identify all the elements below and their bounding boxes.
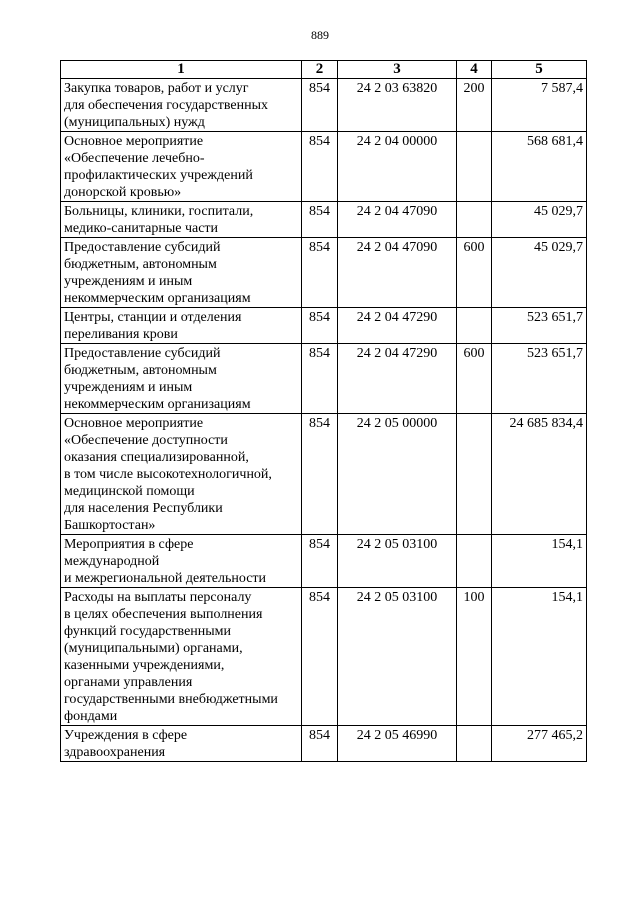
target-article-cell: 24 2 04 47290 (338, 308, 457, 344)
row-name-line: учреждениям и иным (64, 380, 193, 395)
target-article-cell: 24 2 05 00000 (338, 414, 457, 535)
row-name-line: оказания специализированной, (64, 450, 249, 465)
expense-kind-cell: 600 (457, 344, 492, 414)
amount-cell: 154,1 (492, 588, 587, 726)
amount-cell: 45 029,7 (492, 202, 587, 238)
row-name-line: Учреждения в сфере (64, 728, 188, 743)
table-row (61, 202, 587, 238)
amount-cell: 24 685 834,4 (492, 414, 587, 535)
row-name-line: в том числе высокотехнологичной, (64, 467, 272, 482)
table-row (61, 238, 587, 308)
row-name-line: медицинской помощи (64, 484, 195, 499)
ministry-code-cell: 854 (302, 79, 338, 132)
table-row (61, 588, 587, 726)
row-name-line: бюджетным, автономным (64, 257, 217, 272)
row-name-line: Основное мероприятие (64, 416, 204, 431)
row-name-line: органами управления (64, 675, 193, 690)
table-row (61, 414, 587, 535)
expense-kind-cell (457, 132, 492, 202)
row-name-line: некоммерческим организациям (64, 397, 251, 412)
row-name-line: (муниципальными) органами, (64, 641, 243, 656)
row-name-line: профилактических учреждений (64, 168, 253, 183)
row-name-line: (муниципальных) нужд (64, 115, 205, 130)
expense-kind-cell (457, 726, 492, 762)
row-name-line: учреждениям и иным (64, 274, 193, 289)
column-header-3: 3 (338, 61, 457, 79)
row-name-line: фондами (64, 709, 118, 724)
row-name-line: казенными учреждениями, (64, 658, 225, 673)
table-header (61, 61, 587, 79)
target-article-cell: 24 2 04 47290 (338, 344, 457, 414)
table-row (61, 308, 587, 344)
page-number: 889 (311, 28, 329, 42)
row-name-line: Предоставление субсидий (64, 240, 221, 255)
amount-cell: 523 651,7 (492, 308, 587, 344)
row-name-line: Расходы на выплаты персоналу (64, 590, 252, 605)
row-name-line: международной (64, 554, 160, 569)
ministry-code-cell: 854 (302, 308, 338, 344)
expense-kind-cell (457, 202, 492, 238)
row-name-cell (61, 132, 302, 202)
expense-kind-cell (457, 414, 492, 535)
row-name-cell (61, 726, 302, 762)
row-name-cell (61, 238, 302, 308)
expense-kind-cell: 100 (457, 588, 492, 726)
ministry-code-cell: 854 (302, 535, 338, 588)
column-header-2: 2 (302, 61, 338, 79)
row-name-line: функций государственными (64, 624, 232, 639)
expense-kind-cell: 600 (457, 238, 492, 308)
target-article-cell: 24 2 05 03100 (338, 535, 457, 588)
row-name-cell (61, 202, 302, 238)
row-name-line: Закупка товаров, работ и услуг (64, 81, 249, 96)
table-row (61, 132, 587, 202)
table-row (61, 726, 587, 762)
target-article-cell: 24 2 05 03100 (338, 588, 457, 726)
table-row (61, 344, 587, 414)
ministry-code-cell: 854 (302, 414, 338, 535)
table-row (61, 535, 587, 588)
ministry-code-cell: 854 (302, 344, 338, 414)
row-name-cell (61, 588, 302, 726)
row-name-line: Предоставление субсидий (64, 346, 221, 361)
table-body (61, 79, 587, 762)
row-name-line: здравоохранения (64, 745, 166, 760)
row-name-cell (61, 535, 302, 588)
row-name-line: бюджетным, автономным (64, 363, 217, 378)
row-name-line: Мероприятия в сфере (64, 537, 194, 552)
ministry-code-cell: 854 (302, 588, 338, 726)
row-name-line: «Обеспечение лечебно- (64, 151, 205, 166)
target-article-cell: 24 2 03 63820 (338, 79, 457, 132)
column-header-4: 4 (457, 61, 492, 79)
row-name-line: медико-санитарные части (64, 221, 219, 236)
row-name-line: переливания крови (64, 327, 178, 342)
row-name-cell (61, 414, 302, 535)
row-name-line: Больницы, клиники, госпитали, (64, 204, 254, 219)
ministry-code-cell: 854 (302, 726, 338, 762)
row-name-line: для населения Республики (64, 501, 223, 516)
target-article-cell: 24 2 04 47090 (338, 202, 457, 238)
ministry-code-cell: 854 (302, 132, 338, 202)
expense-kind-cell: 200 (457, 79, 492, 132)
amount-cell: 568 681,4 (492, 132, 587, 202)
row-name-cell (61, 308, 302, 344)
row-name-line: в целях обеспечения выполнения (64, 607, 263, 622)
amount-cell: 45 029,7 (492, 238, 587, 308)
row-name-line: государственными внебюджетными (64, 692, 278, 707)
row-name-cell (61, 344, 302, 414)
target-article-cell: 24 2 04 00000 (338, 132, 457, 202)
row-name-line: Башкортостан» (64, 518, 156, 533)
ministry-code-cell: 854 (302, 202, 338, 238)
column-header-1: 1 (61, 61, 302, 79)
row-name-line: «Обеспечение доступности (64, 433, 228, 448)
row-name-line: для обеспечения государственных (64, 98, 268, 113)
row-name-cell (61, 79, 302, 132)
target-article-cell: 24 2 05 46990 (338, 726, 457, 762)
row-name-line: донорской кровью» (64, 185, 182, 200)
expense-kind-cell (457, 535, 492, 588)
ministry-code-cell: 854 (302, 238, 338, 308)
table-row (61, 79, 587, 132)
amount-cell: 154,1 (492, 535, 587, 588)
row-name-line: Центры, станции и отделения (64, 310, 242, 325)
budget-table (60, 60, 587, 762)
row-name-line: Основное мероприятие (64, 134, 204, 149)
column-header-5: 5 (492, 61, 587, 79)
amount-cell: 7 587,4 (492, 79, 587, 132)
expense-kind-cell (457, 308, 492, 344)
amount-cell: 277 465,2 (492, 726, 587, 762)
target-article-cell: 24 2 04 47090 (338, 238, 457, 308)
row-name-line: и межрегиональной деятельности (64, 571, 267, 586)
amount-cell: 523 651,7 (492, 344, 587, 414)
header-row (61, 61, 587, 79)
row-name-line: некоммерческим организациям (64, 291, 251, 306)
